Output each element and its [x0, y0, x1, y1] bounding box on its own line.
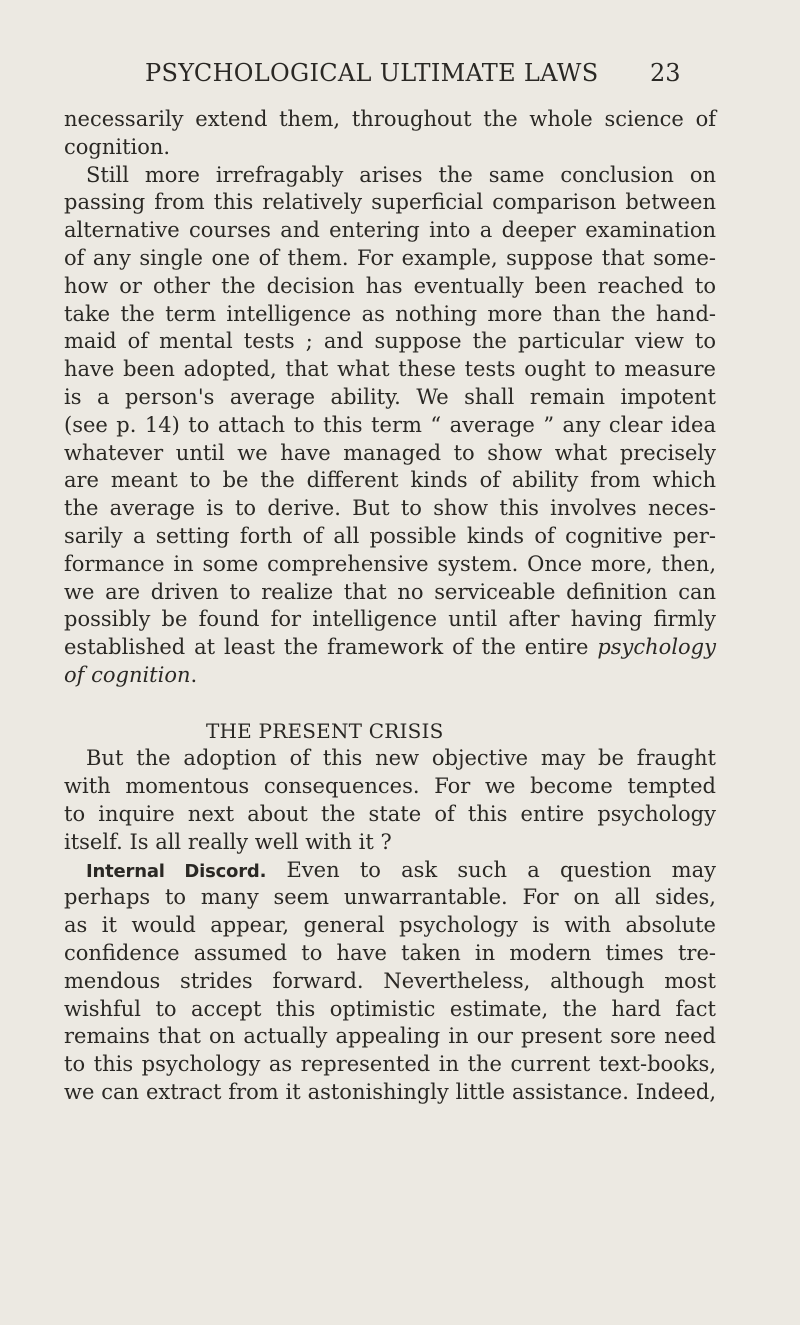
body-text [64, 106, 716, 1107]
text-line: passing from this relatively superficial comparison between [64, 190, 716, 215]
text-line: wishful to accept this optimistic estimate, the hard fact [64, 996, 716, 1021]
text-line: perhaps to many seem unwarrantable. For on all sides, [64, 885, 716, 910]
paragraph-conclusion [64, 162, 716, 690]
paragraph-internal-discord [64, 857, 716, 1107]
text-line: Still more irrefragably arises the same conclusion on [86, 162, 716, 187]
side-heading: Internal Discord. [86, 860, 267, 882]
text-line: as it would appear, general psychology is with absolute [64, 913, 716, 938]
italic-phrase: of cognition [64, 662, 191, 687]
text-line: mendous strides forward. Nevertheless, although most [64, 968, 716, 993]
text-line-segment: established at least the framework of the entire [64, 635, 589, 660]
running-header [0, 56, 800, 90]
text-line: cognition. [64, 134, 171, 159]
text-line: have been adopted, that what these tests ought to measure [64, 357, 716, 382]
text-line [64, 634, 716, 662]
text-line-segment: Even to ask such a question may [286, 857, 716, 882]
paragraph-crisis [64, 745, 716, 856]
running-title: PSYCHOLOGICAL ULTIMATE LAWS [145, 59, 599, 87]
text-line: is a person's average ability. We shall remain impotent [64, 384, 716, 409]
text-line: take the term intelligence as nothing more than the hand- [64, 301, 716, 326]
text-line: the average is to derive. But to show this involves neces- [64, 496, 716, 521]
text-line: alternative courses and entering into a deeper examination [64, 218, 716, 243]
text-line: sarily a setting forth of all possible kinds of cognitive per- [64, 523, 716, 548]
text-line: possibly be found for intelligence until after having firmly [64, 607, 716, 632]
text-line: formance in some comprehensive system. Once more, then, [64, 551, 716, 576]
italic-phrase: psychology [597, 635, 716, 660]
text-line: confidence assumed to have taken in modern times tre- [64, 940, 716, 965]
text-line: of any single one of them. For example, suppose that some- [64, 245, 716, 270]
text-line: to inquire next about the state of this entire psychology [64, 801, 716, 826]
text-line: (see p. 14) to attach to this term “ average ” any clear idea [64, 412, 716, 437]
text-line: we can extract from it astonishingly little assistance. Indeed, [64, 1079, 716, 1104]
text-line: remains that on actually appealing in our present sore need [64, 1024, 716, 1049]
text-line: are meant to be the different kinds of ability from which [64, 468, 716, 493]
text-line: maid of mental tests ; and suppose the particular view to [64, 329, 716, 354]
text-line: with momentous consequences. For we become tempted [64, 774, 716, 799]
text-line: whatever until we have managed to show what precisely [64, 440, 716, 465]
text-line [64, 662, 716, 690]
text-line: to this psychology as represented in the current text-books, [64, 1052, 716, 1077]
page-number: 23 [650, 59, 681, 87]
text-line: we are driven to realize that no serviceable definition can [64, 579, 716, 604]
text-line: necessarily extend them, throughout the whole science of [64, 107, 716, 131]
section-heading: THE PRESENT CRISIS [206, 718, 444, 743]
text-line: how or other the decision has eventually been reached to [64, 273, 716, 298]
text-line [64, 857, 716, 885]
paragraph-continuation [64, 106, 716, 162]
text-line-segment: . [190, 662, 198, 687]
text-line: But the adoption of this new objective may be fraught [86, 746, 716, 771]
text-line: itself. Is all really well with it ? [64, 829, 392, 854]
